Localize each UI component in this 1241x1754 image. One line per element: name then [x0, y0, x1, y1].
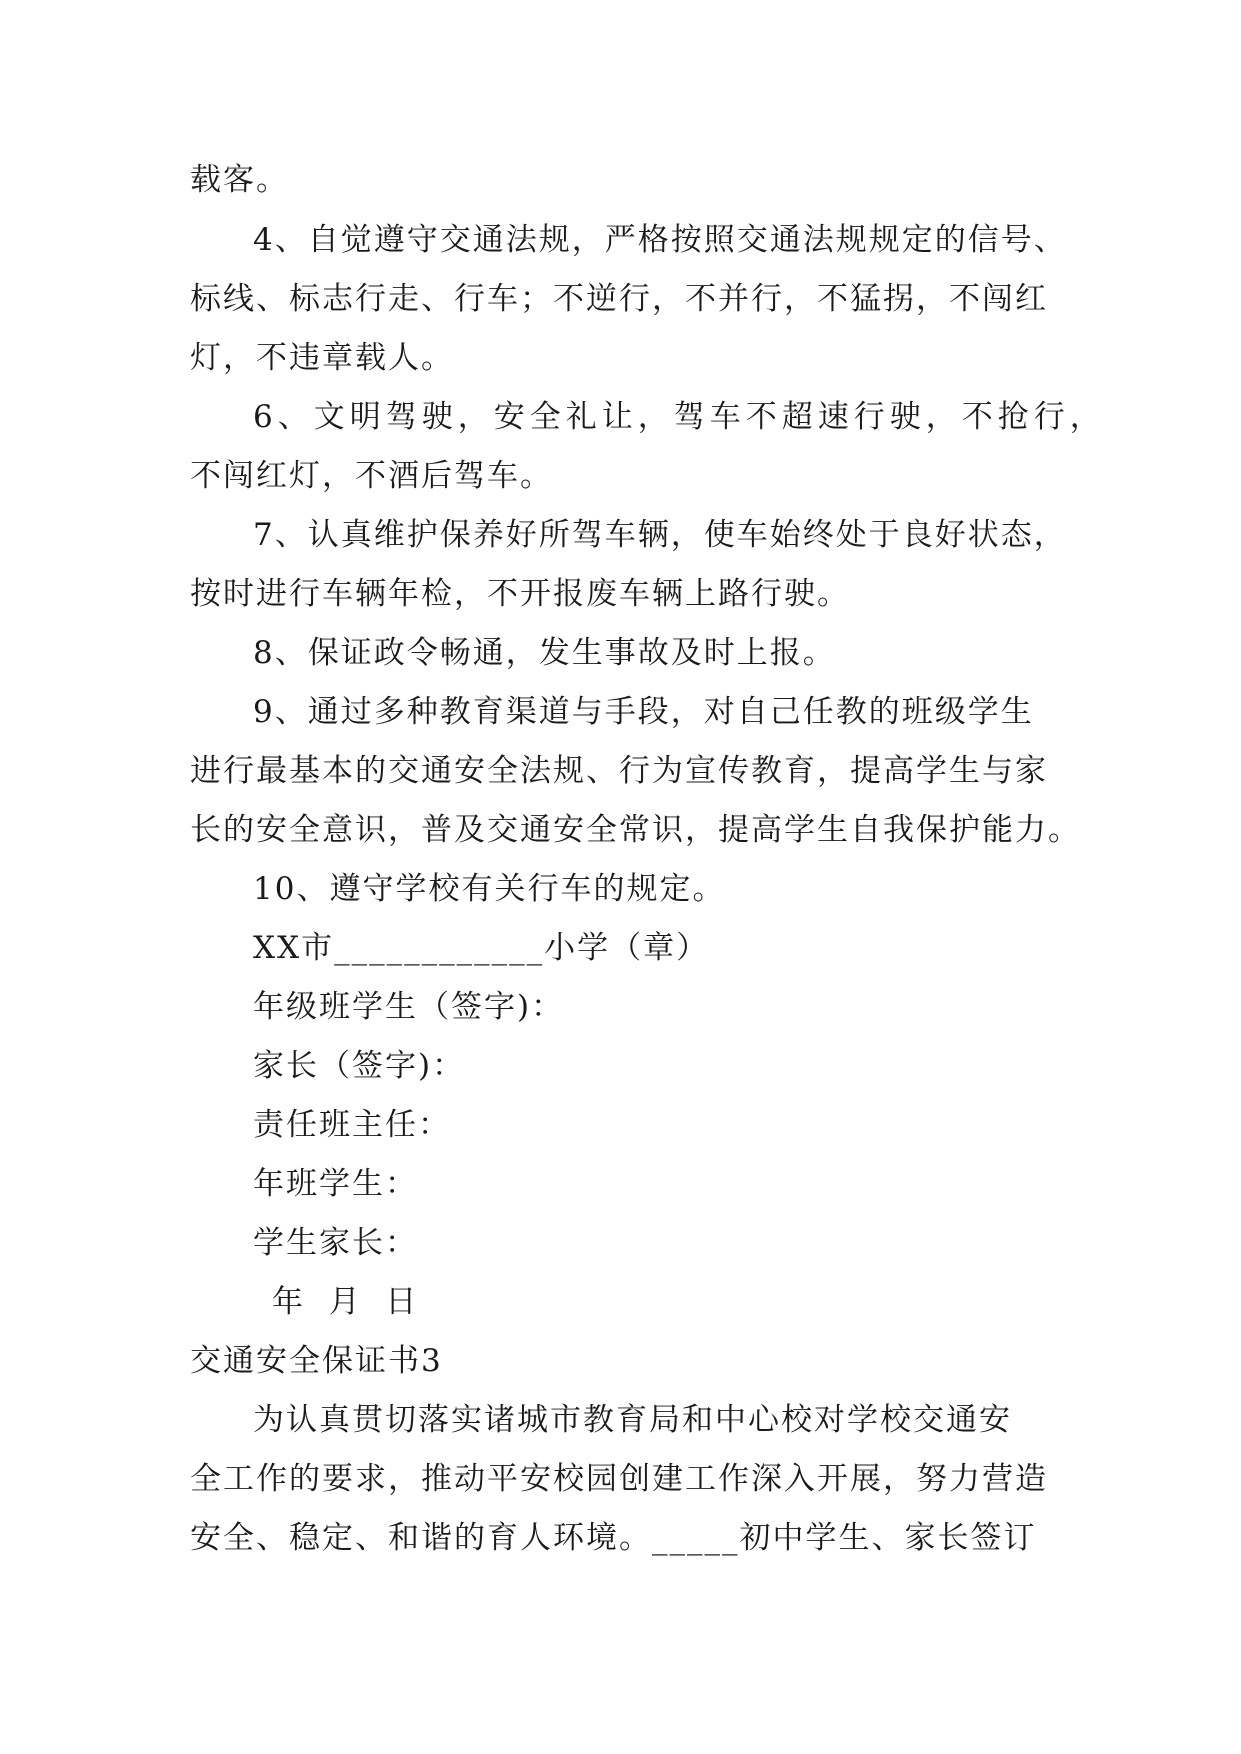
- item-4-line-2: 标线、标志行走、行车；不逆行，不并行，不猛拐，不闯红: [190, 281, 1048, 317]
- student-parent-line: 学生家长：: [253, 1225, 418, 1261]
- paragraph-line-3: 安全、稳定、和谐的育人环境。_____初中学生、家长签订: [190, 1520, 1037, 1556]
- head-teacher-line: 责任班主任：: [253, 1107, 451, 1143]
- text-line: 载客。: [190, 162, 289, 198]
- item-4-line-1: 4、自觉遵守交通法规，严格按照交通法规规定的信号、: [253, 222, 1067, 258]
- class-student-line: 年班学生：: [253, 1166, 418, 1202]
- item-9-line-2: 进行最基本的交通安全法规、行为宣传教育，提高学生与家: [190, 753, 1048, 789]
- item-7-line-2: 按时进行车辆年检，不开报废车辆上路行驶。: [190, 576, 850, 612]
- paragraph-line-2: 全工作的要求，推动平安校园创建工作深入开展，努力营造: [190, 1461, 1048, 1497]
- date-line: 年 月 日: [272, 1284, 419, 1320]
- item-6-line-1: 6、文明驾驶，安全礼让，驾车不超速行驶，不抢行，: [253, 399, 1106, 435]
- student-signature-line: 年级班学生（签字)：: [253, 989, 565, 1025]
- item-8-line: 8、保证政令畅通，发生事故及时上报。: [253, 635, 836, 671]
- section-title: 交通安全保证书3: [190, 1343, 443, 1379]
- paragraph-line-1: 为认真贯切落实诸城市教育局和中心校对学校交通安: [253, 1402, 1012, 1438]
- item-9-line-1: 9、通过多种教育渠道与手段，对自己任教的班级学生: [253, 694, 1034, 730]
- school-seal-line: XX市____________小学（章）: [253, 930, 710, 966]
- item-10-line: 10、遵守学校有关行车的规定。: [253, 871, 726, 907]
- item-9-line-3: 长的安全意识，普及交通安全常识，提高学生自我保护能力。: [190, 812, 1081, 848]
- item-7-line-1: 7、认真维护保养好所驾车辆，使车始终处于良好状态，: [253, 517, 1067, 553]
- item-6-line-2: 不闯红灯，不酒后驾车。: [190, 458, 553, 494]
- item-4-line-3: 灯，不违章载人。: [190, 340, 454, 376]
- parent-signature-line: 家长（签字)：: [253, 1048, 466, 1084]
